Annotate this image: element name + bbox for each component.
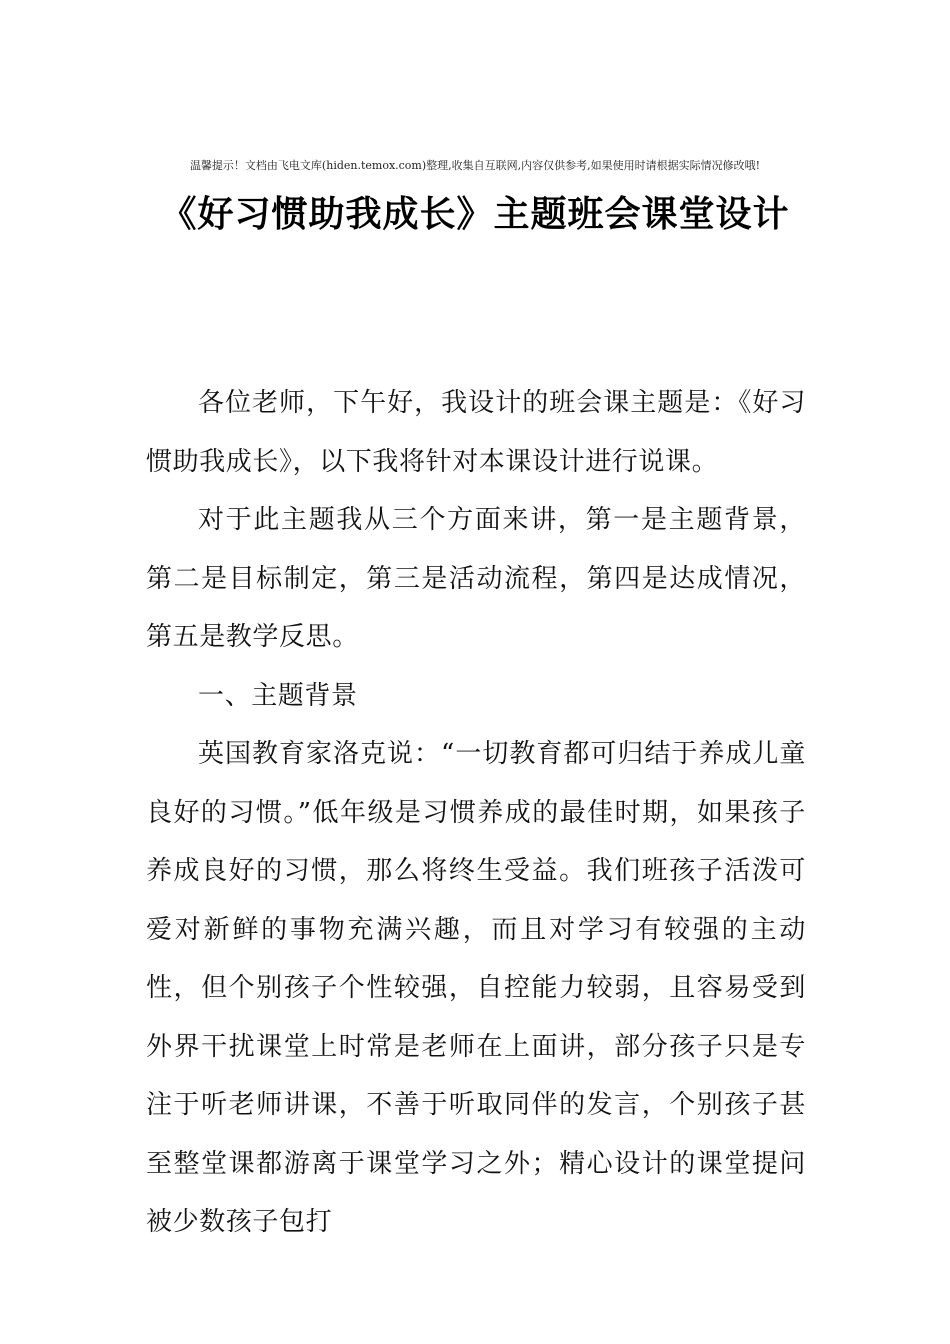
- document-title: 《好习惯助我成长》主题班会课堂设计: [160, 194, 790, 235]
- document-body: [146, 374, 806, 1252]
- paragraph-background: 英国教育家洛克说：“一切教育都可归结于养成儿童良好的习惯。”低年级是习惯养成的最佳时期，如果孩子养成良好的习惯，那么将终生受益。我们班孩子活泼可爱对新鲜的事物充满兴趣，而且对学习有较强的主动性，但个别孩子个性较强，自控能力较弱，且容易受到外界干扰课堂上时常是老师在上面讲，部分孩子只是专注于听老师讲课，不善于听取同伴的发言，个别孩子甚至整堂课都游离于课堂学习之外；精心设计的课堂提问被少数孩子包打: [146, 739, 806, 1237]
- section-heading-background: 一、主题背景: [198, 680, 358, 711]
- download-notice: 温馨提示！文档由飞电文库(hiden.temox.com)整理,收集自互联网,内容仅供参考,如果使用时请根据实际情况修改哦!: [189, 159, 761, 172]
- paragraph-greeting: 各位老师，下午好，我设计的班会课主题是：《好习惯助我成长》，以下我将针对本课设计进行说课。: [146, 388, 806, 477]
- paragraph-outline: 对于此主题我从三个方面来讲，第一是主题背景，第二是目标制定，第三是活动流程，第四是达成情况，第五是教学反思。: [146, 505, 806, 652]
